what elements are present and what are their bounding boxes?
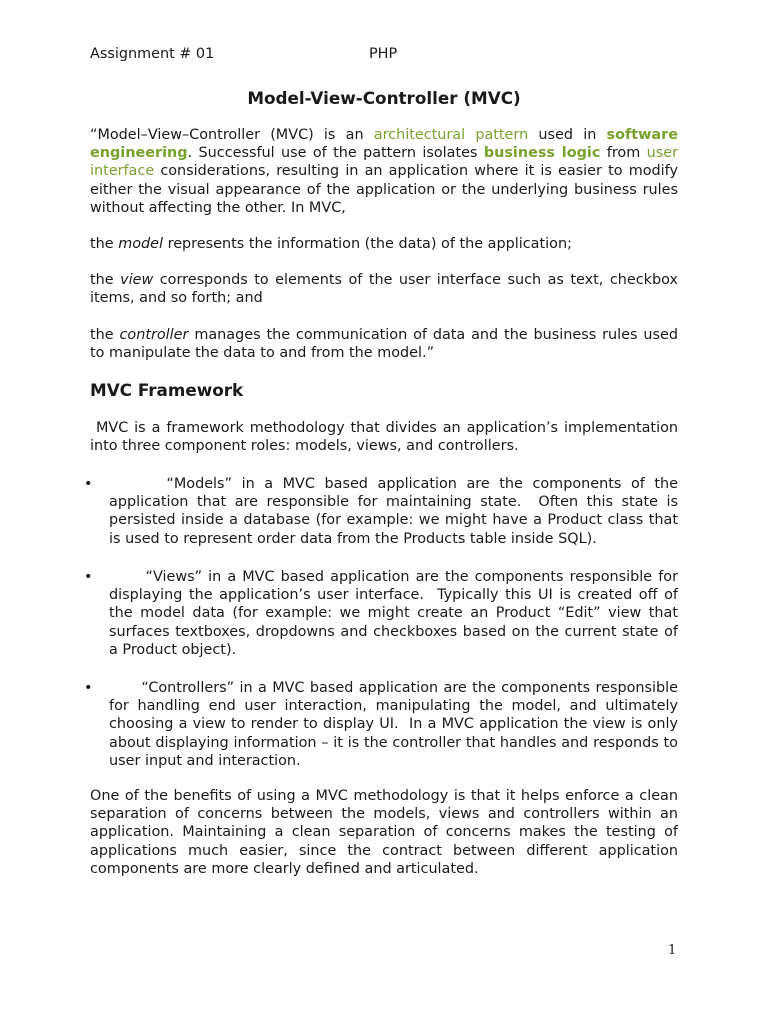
software-engineering-link[interactable]: software engineering <box>90 127 678 162</box>
mvc-framework-paragraph: MVC is a framework methodology that divides an application’s implementation into three component roles: models, views, and controllers. <box>90 420 683 455</box>
architectural-pattern-link[interactable]: architectural pattern <box>373 127 529 143</box>
controller-text-2: manages the communication of data and the business rules used to manipulate the data to and from the model.” <box>90 327 678 362</box>
list-item-text: “Views” in a MVC based application are the components responsible for displaying the application’s user interface. Typically this UI is created off of the model data (for example: we might create an Product “Edit” view that surfaces textboxes, dropdowns and checkboxes based on the current state of a Product object). <box>109 569 683 658</box>
view-paragraph <box>90 271 678 307</box>
page-number: 1 <box>668 943 677 958</box>
bullet-icon: • <box>84 569 93 585</box>
business-logic-link[interactable]: business logic <box>483 145 601 162</box>
intro-text-1: “Model–View–Controller (MVC) is an <box>90 127 374 143</box>
user-interface-link[interactable]: user interface <box>90 145 679 180</box>
section-heading-mvc-framework: MVC Framework <box>90 380 244 400</box>
model-term: model <box>118 236 164 252</box>
controller-term: controller <box>119 327 189 343</box>
view-text-2: corresponds to elements of the user interface such as text, checkbox items, and so forth; and <box>90 272 678 307</box>
intro-text-3: . Successful use of the pattern isolates <box>187 145 484 162</box>
view-text-1: the <box>90 272 121 288</box>
subject-label: PHP <box>369 46 398 62</box>
model-text-2: represents the information (the data) of the application; <box>163 236 572 252</box>
intro-text-2: used in <box>528 127 607 143</box>
controller-text-1: the <box>90 327 120 343</box>
bullet-icon: • <box>84 476 93 492</box>
model-text-1: the <box>90 236 119 252</box>
page-header <box>90 46 680 66</box>
model-paragraph <box>90 235 678 253</box>
intro-paragraph <box>90 126 678 217</box>
bullet-icon: • <box>84 680 93 696</box>
controller-paragraph <box>90 326 678 362</box>
view-term: view <box>120 272 154 288</box>
intro-text-5: considerations, resulting in an application where it is easier to modify either the visual appearance of the application or the underlying business rules without affecting the other. In MVC, <box>90 163 678 216</box>
list-item-text: “Models” in a MVC based application are the components of the application that are responsible for maintaining state. Often this state is persisted inside a database (for example: we might have a Product class that is used to represent order data from the Products table inside SQL). <box>109 476 683 547</box>
intro-text-4: from <box>600 145 647 162</box>
list-item-text: “Controllers” in a MVC based application are the components responsible for handling end user interaction, manipulating the model, and ultimately choosing a view to render to display UI. In a MVC application the view is only about displaying information – it is the controller that handles and responds to user input and interaction. <box>109 680 683 769</box>
benefits-paragraph: One of the benefits of using a MVC methodology is that it helps enforce a clean separation of concerns between the models, views and controllers within an application. Maintaining a clean separation of concerns makes the testing of applications much easier, since the contract between different application components are more clearly defined and articulated. <box>90 788 678 877</box>
document-title: Model-View-Controller (MVC) <box>247 88 521 108</box>
assignment-number: Assignment # 01 <box>90 46 215 62</box>
